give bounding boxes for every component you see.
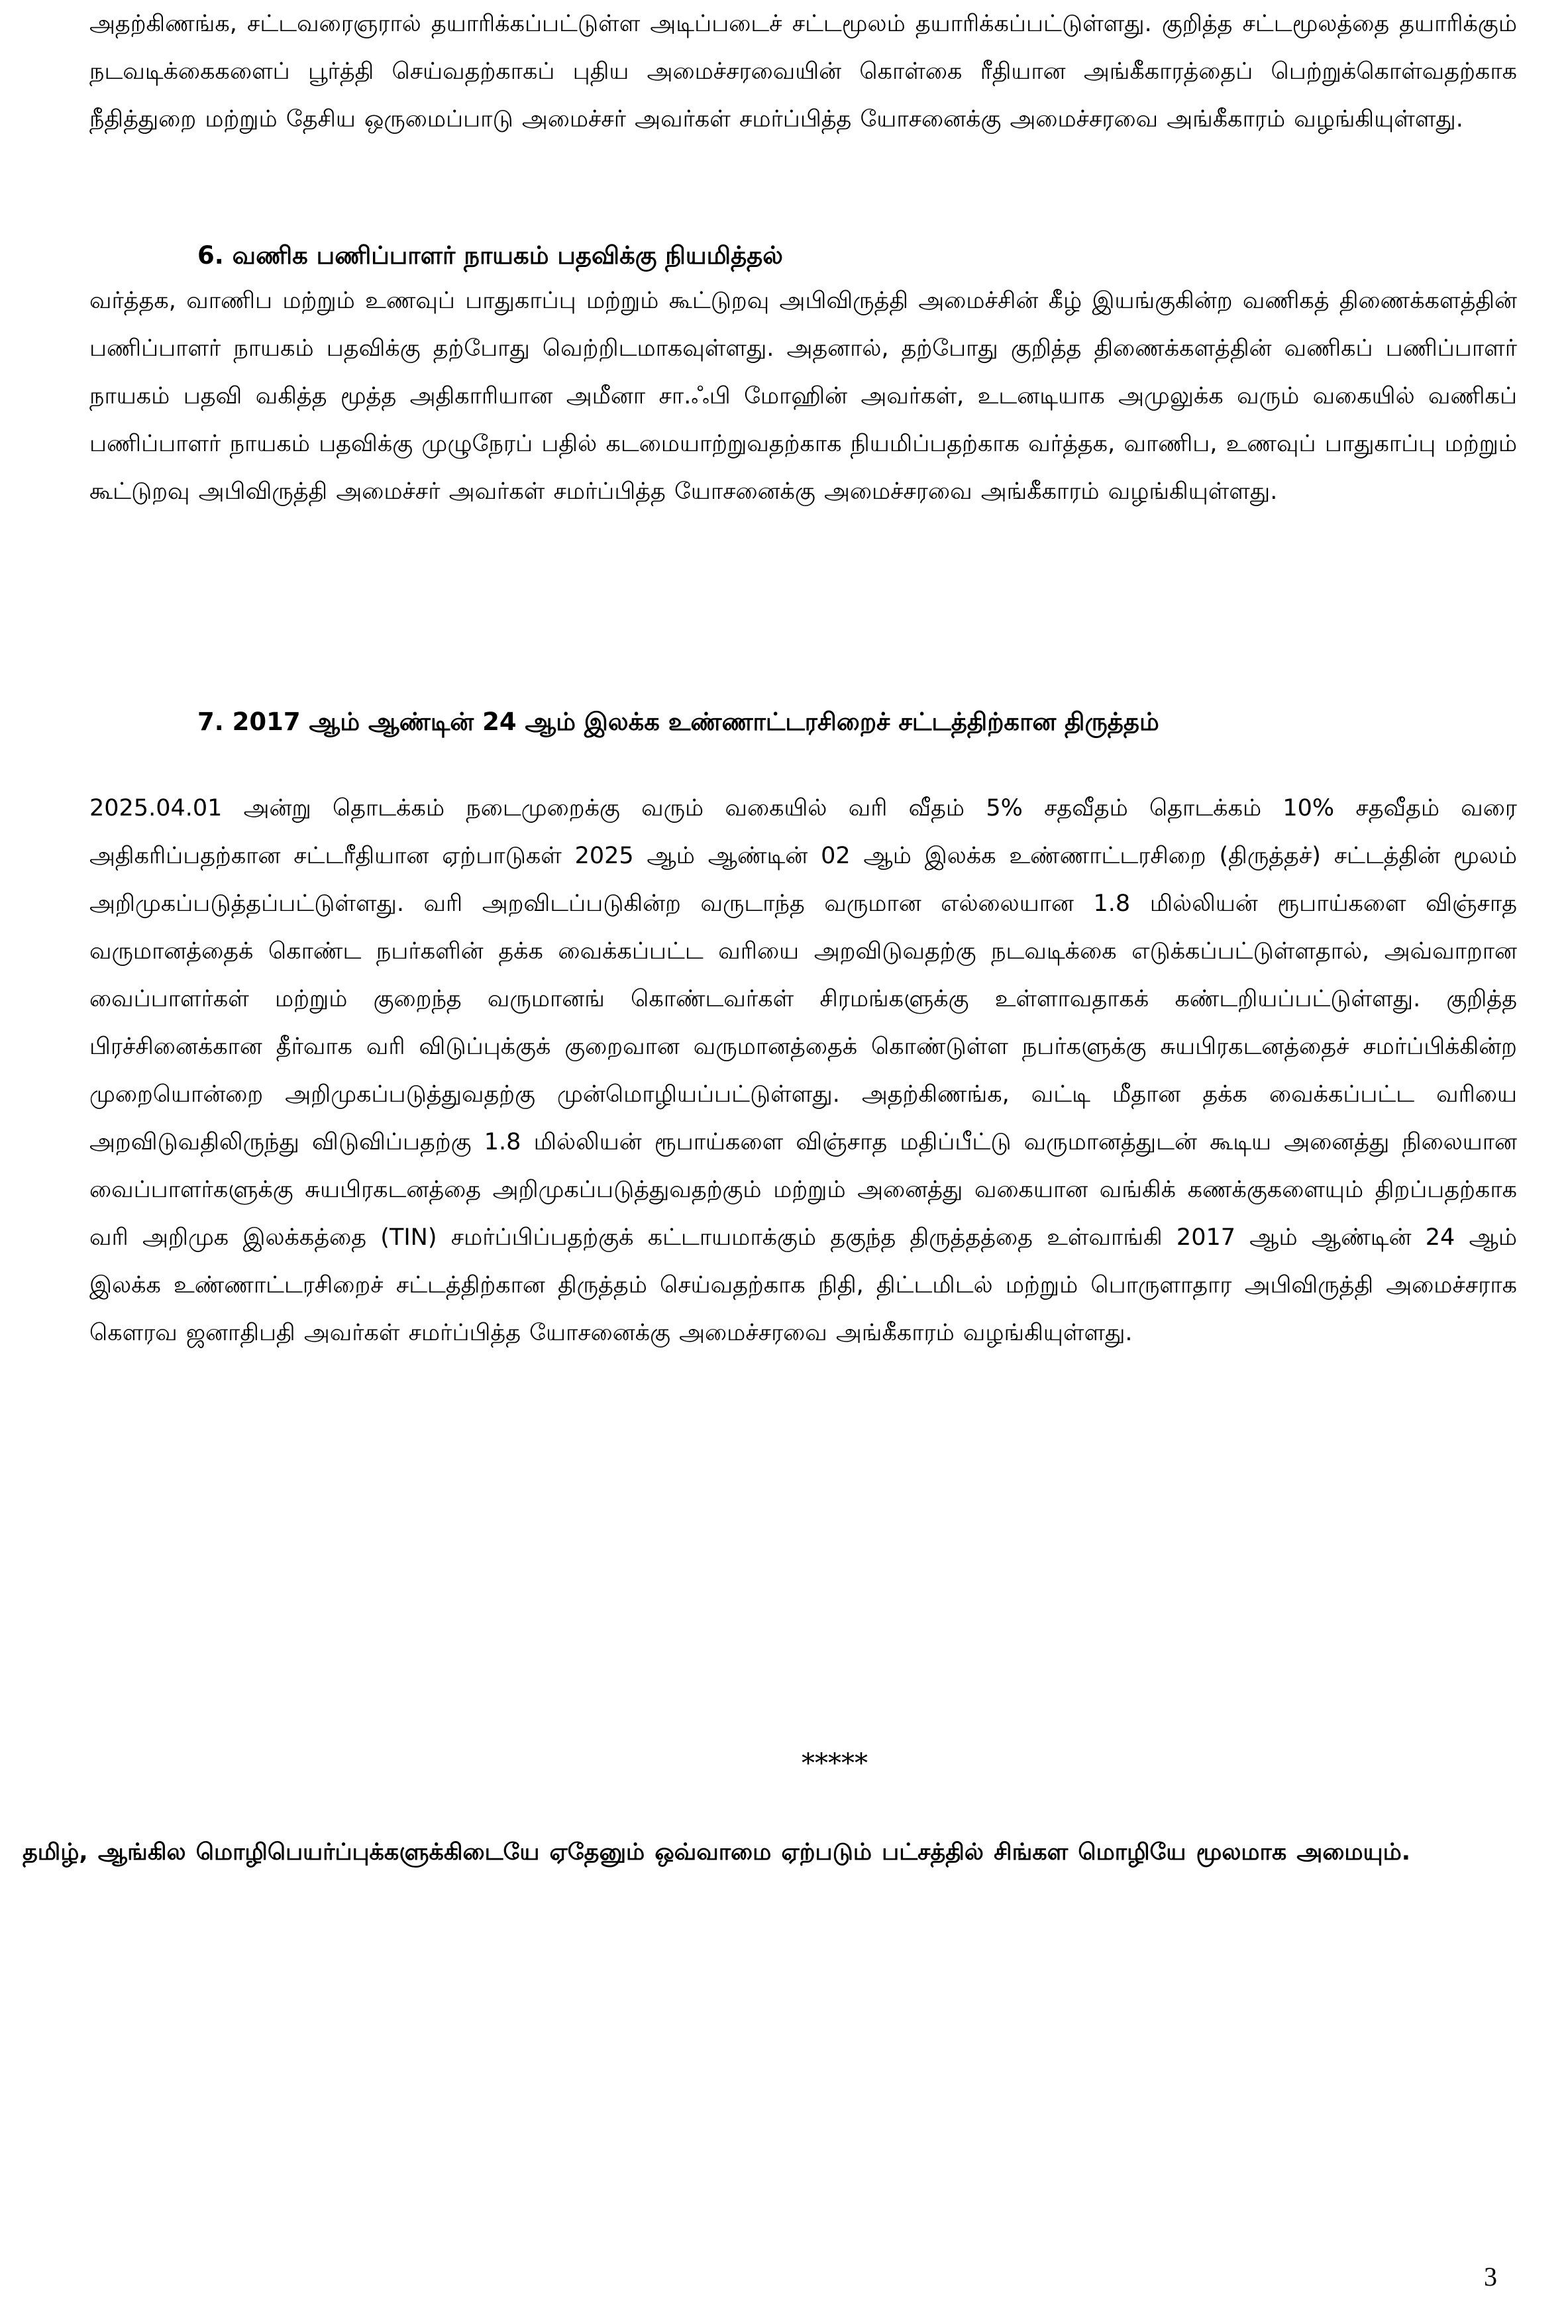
section-heading-6: 6. வணிக பணிப்பாளர் நாயகம் பதவிக்கு நியமித்தல் — [197, 241, 783, 270]
paragraph-section-7: 2025.04.01 அன்று தொடக்கம் நடைமுறைக்கு வரும் வகையில் வரி வீதம் 5% சதவீதம் தொடக்கம் 10% சதவீதம் வரை அதிகரிப்பதற்கான சட்டரீதியான ஏற்பாடுகள் 2025 ஆம் ஆண்டின் 02 ஆம் இலக்க உண்ணாட்டரசிறை (திருத்தச்) சட்டத்தின் மூலம் அறிமுகப்படுத்தப்பட்டுள்ளது. வரி அறவிடப்படுகின்ற வருடாந்த வருமான எல்லையான 1.8 மில்லியன் ரூபாய்களை விஞ்சாத வருமானத்தைக் கொண்ட நபர்களின் தக்க வைக்கப்பட்ட வரியை அறவிடுவதற்கு நடவடிக்கை எடுக்கப்பட்டுள்ளதால், அவ்வாறான வைப்பாளர்கள் மற்றும் குறைந்த வருமானங் கொண்டவர்கள் சிரமங்களுக்கு உள்ளாவதாகக் கண்டறியப்பட்டுள்ளது. குறித்த பிரச்சினைக்கான தீர்வாக வரி விடுப்புக்குக் குறைவான வருமானத்தைக் கொண்டுள்ள நபர்களுக்கு சுயபிரகடனத்தைச் சமர்ப்பிக்கின்ற முறையொன்றை அறிமுகப்படுத்துவதற்கு முன்மொழியப்பட்டுள்ளது. அதற்கிணங்க, வட்டி மீதான தக்க வைக்கப்பட்ட வரியை அறவிடுவதிலிருந்து விடுவிப்பதற்கு 1.8 மில்லியன் ரூபாய்களை விஞ்சாத மதிப்பீட்டு வருமானத்துடன் கூடிய அனைத்து நிலையான வைப்பாளர்களுக்கு சுயபிரகடனத்தை அறிமுகப்படுத்துவதற்கும் மற்றும் அனைத்து வகையான வங்கிக் கணக்குகளையும் திறப்பதற்காக வரி அறிமுக இலக்கத்தை (TIN) சமர்ப்பிப்பதற்குக் கட்டாயமாக்கும் தகுந்த திருத்தத்தை உள்வாங்கி 2017 ஆம் ஆண்டின் 24 ஆம் இலக்க உண்ணாட்டரசிறைச் சட்டத்திற்கான திருத்தம் செய்வதற்காக நிதி, திட்டமிடல் மற்றும் பொருளாதார அபிவிருத்தி அமைச்சராக கௌரவ ஜனாதிபதி அவர்கள் சமர்ப்பித்த யோசனைக்கு அமைச்சரவை அங்கீகாரம் வழங்கியுள்ளது. — [89, 795, 1517, 1346]
paragraph-section-6: வர்த்தக, வாணிப மற்றும் உணவுப் பாதுகாப்பு மற்றும் கூட்டுறவு அபிவிருத்தி அமைச்சின் கீழ் இயங்குகின்ற வணிகத் திணைக்களத்தின் பணிப்பாளர் நாயகம் பதவிக்கு தற்போது வெற்றிடமாகவுள்ளது. அதனால், தற்போது குறித்த திணைக்களத்தின் வணிகப் பணிப்பாளர் நாயகம் பதவி வகித்த மூத்த அதிகாரியான அமீனா சா.ஃபி மோஹின் அவர்கள், உடனடியாக அமுலுக்க வரும் வகையில் வணிகப் பணிப்பாளர் நாயகம் பதவிக்கு முழுநேரப் பதில் கடமையாற்றுவதற்காக நியமிப்பதற்காக வர்த்தக, வாணிப, உணவுப் பாதுகாப்பு மற்றும் கூட்டுறவு அபிவிருத்தி அமைச்சர் அவர்கள் சமர்ப்பித்த யோசனைக்கு அமைச்சரவை அங்கீகாரம் வழங்கியுள்ளது. — [89, 288, 1517, 505]
paragraph-continuation: அதற்கிணங்க, சட்டவரைஞரால் தயாரிக்கப்பட்டுள்ள அடிப்படைச் சட்டமூலம் தயாரிக்கப்பட்டுள்ளது. குறித்த சட்டமூலத்தை தயாரிக்கும் நடவடிக்கைகளைப் பூர்த்தி செய்வதற்காகப் புதிய அமைச்சரவையின் கொள்கை ரீதியான அங்கீகாரத்தைப் பெற்றுக்கொள்வதற்காக நீதித்துறை மற்றும் தேசிய ஒருமைப்பாடு அமைச்சர் அவர்கள் சமர்ப்பித்த யோசனைக்கு அமைச்சரவை அங்கீகாரம் வழங்கியுள்ளது. — [89, 11, 1517, 132]
section-separator: ***** — [802, 1748, 868, 1779]
page-number: 3 — [1484, 2262, 1497, 2292]
section-heading-7: 7. 2017 ஆம் ஆண்டின் 24 ஆம் இலக்க உண்ணாட்டரசிறைச் சட்டத்திற்கான திருத்தம் — [197, 708, 1159, 736]
translation-disclaimer-note: தமிழ், ஆங்கில மொழிபெயர்ப்புக்களுக்கிடையே ஏதேனும் ஒவ்வாமை ஏற்படும் பட்சத்தில் சிங்கள மொழியே மூலமாக அமையும். — [23, 1839, 1411, 1866]
